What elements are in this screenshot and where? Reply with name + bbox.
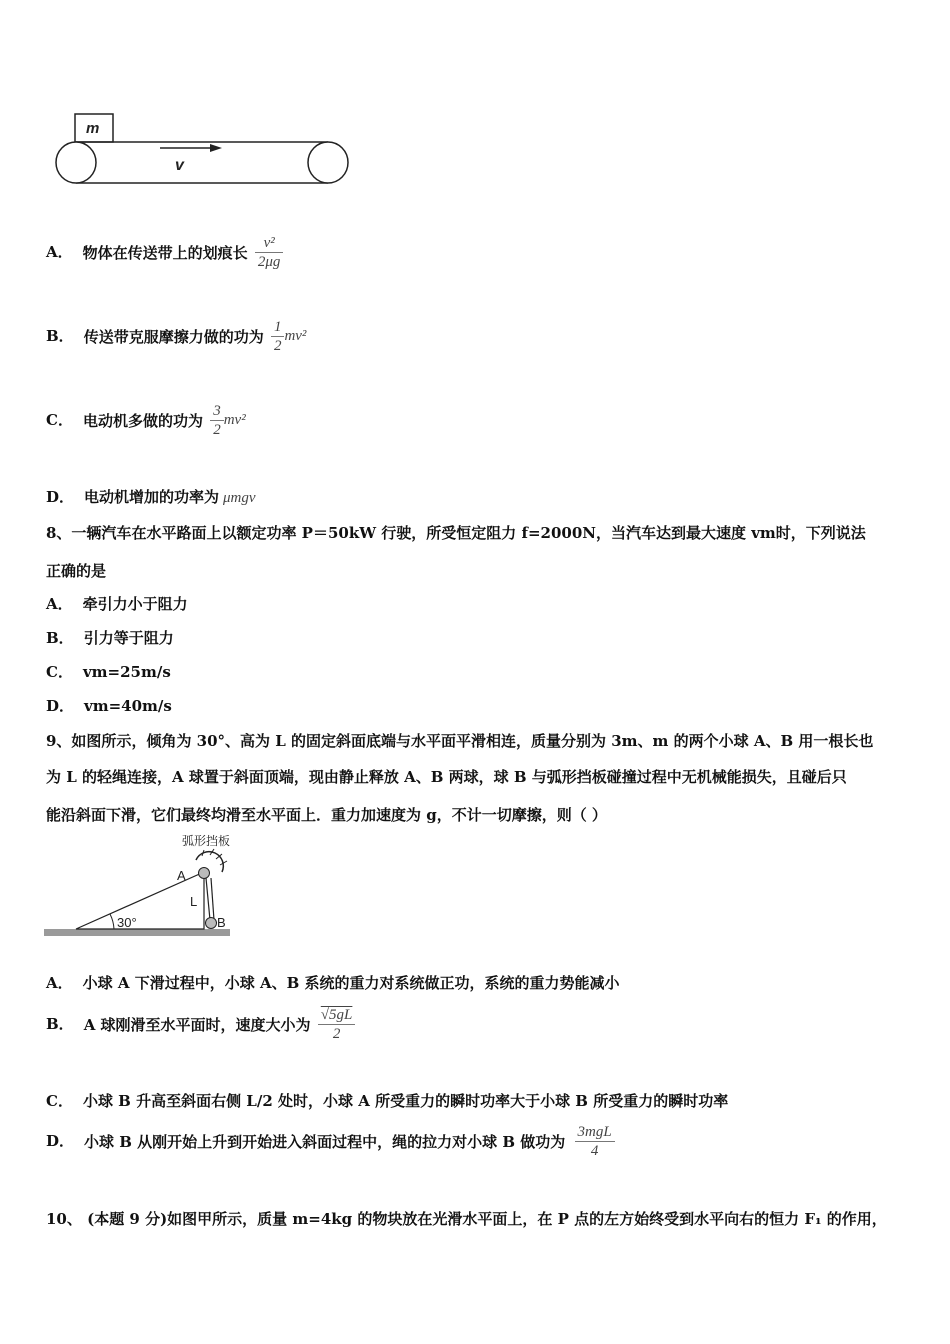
q8-option-d: D． vm=40m/s (46, 697, 172, 715)
velocity-label: v (175, 157, 184, 174)
formula-q9b: $\frac{√5gL}{2}$ (318, 1006, 356, 1043)
formula-c: $\frac{3}{2}$ (210, 402, 224, 439)
conveyor-belt-figure (50, 108, 360, 190)
q9-option-d: D． 小球 B 从刚开始上升到开始进入斜面过程中，绳的拉力对小球 B 做功为 $\frac{\text{3mgL}}{4}$ (46, 1123, 615, 1160)
label-b: B (217, 915, 226, 930)
right-roller (308, 142, 348, 183)
ball-a (199, 868, 210, 879)
q8-option-b: B． 引力等于阻力 (46, 629, 174, 647)
formula-q9d: $\frac{\text{3mgL}}{4}$ (575, 1123, 615, 1160)
q9-stem-line3: 能沿斜面下滑，它们最终均滑至水平面上．重力加速度为 g，不计一切摩擦，则（ ） (46, 806, 607, 824)
q9-option-a: A． 小球 A 下滑过程中，小球 A、B 系统的重力对系统做正功，系统的重力势能减小 (46, 974, 620, 992)
q7-option-d: D． 电动机增加的功率为 μmgv (46, 488, 256, 506)
block-label: m (86, 120, 100, 137)
ball-b (206, 918, 217, 929)
rope-l (206, 878, 210, 920)
q8-option-c: C． vm=25m/s (46, 663, 171, 681)
q9-stem-line2: 为 L 的轻绳连接，A 球置于斜面顶端，现由静止释放 A、B 两球，球 B 与弧形挡板碰撞过程中无机械能损失，且碰后只 (46, 768, 847, 786)
q7-option-c: C． 电动机多做的功为 $\frac{3}{2}$ mv² (46, 403, 246, 438)
left-roller (56, 142, 96, 183)
q9-option-b: B． A 球刚滑至水平面时，速度大小为 $\frac{√5gL}{2}$ (46, 1006, 355, 1043)
incline-figure (44, 830, 234, 942)
q8-stem-line2: 正确的是 (46, 562, 107, 580)
formula-b: $\frac{1}{2}$ (271, 318, 285, 355)
ground (44, 929, 230, 936)
baffle-label: 弧形挡板 (182, 834, 231, 848)
q7-option-b: B． 传送带克服摩擦力做的功为 $\frac{1}{2}$ mv² (46, 319, 307, 354)
angle-label: 30° (117, 915, 137, 930)
q8-stem-line1: 8、一辆汽车在水平路面上以额定功率 P＝50kW 行驶，所受恒定阻力 f=2000N，当汽车达到最大速度 vm时，下列说法 (46, 524, 866, 542)
q8-option-a: A． 牵引力小于阻力 (46, 595, 188, 613)
q9-stem-line1: 9、如图所示，倾角为 30°、高为 L 的固定斜面底端与水平面平滑相连，质量分别为 3m、m 的两个小球 A、B 用一根长也 (46, 732, 874, 750)
q10-stem-line1: 10、 (本题 9 分)如图甲所示，质量 m=4kg 的物块放在光滑水平面上，在 P 点的左方始终受到水平向右的恒力 F₁ 的作用， (46, 1210, 887, 1228)
q9-option-c: C． 小球 B 升高至斜面右侧 L/2 处时，小球 A 所受重力的瞬时功率大于小球 B 所受重力的瞬时功率 (46, 1092, 729, 1110)
label-l: L (190, 894, 198, 909)
formula-a: $\frac{\text{v²}}{2\mu g}$ (255, 234, 284, 271)
q7-option-a: A． 物体在传送带上的划痕长 $\frac{\text{v²}}{2\mu g}$ (46, 234, 283, 271)
label-a: A (177, 868, 186, 883)
